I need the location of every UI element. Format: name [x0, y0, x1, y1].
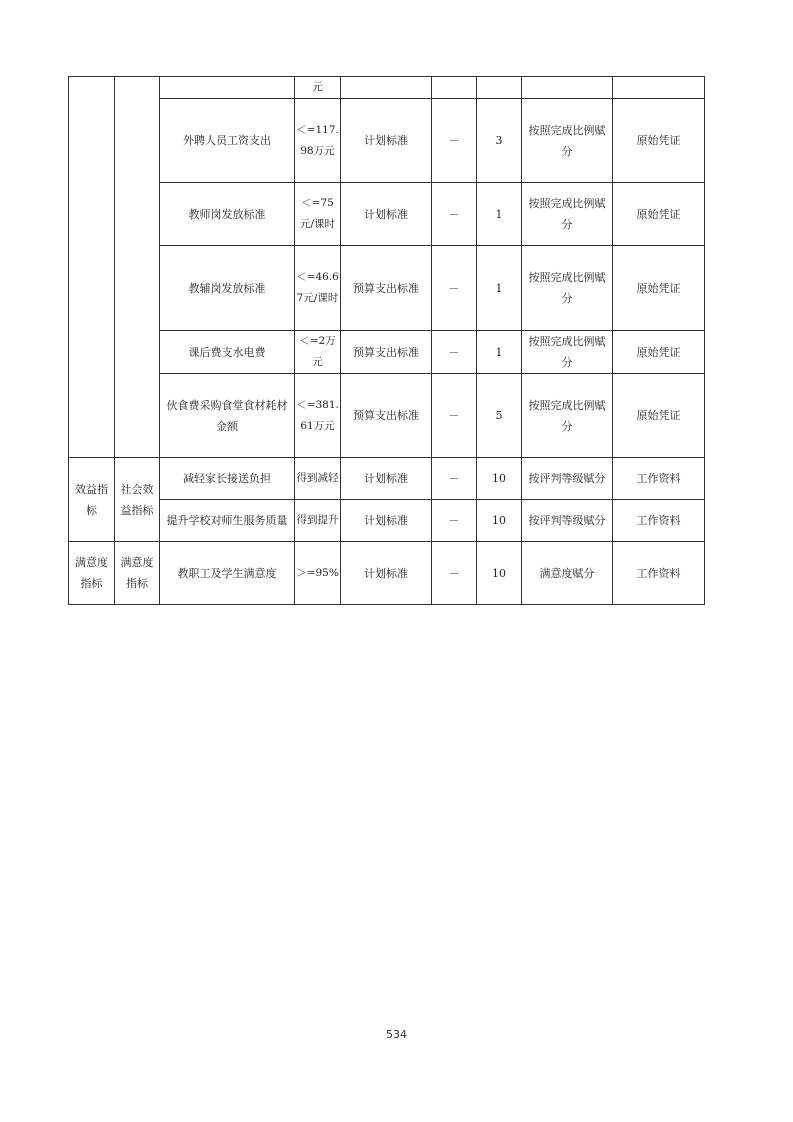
value-cell: ＜=46.67元/课时	[295, 246, 341, 331]
satisfaction-indicator-cell: 满意度指标	[69, 542, 115, 605]
page-number: 534	[386, 1028, 407, 1041]
weight-cell: 1	[477, 183, 522, 246]
basis-cell	[341, 77, 432, 99]
benefit-indicator-cell: 效益指标	[69, 458, 115, 542]
indicator-cell: 课后费支水电费	[160, 331, 295, 374]
value-cell: ＜=381.61万元	[295, 374, 341, 458]
source-cell: 原始凭证	[613, 331, 705, 374]
source-cell	[613, 77, 705, 99]
level2-empty-cell	[115, 77, 160, 458]
weight-cell: 3	[477, 99, 522, 183]
method-cell: 按照完成比例赋分	[522, 331, 613, 374]
indicator-cell: 提升学校对师生服务质量	[160, 500, 295, 542]
indicator-cell: 教职工及学生满意度	[160, 542, 295, 605]
table-row	[69, 99, 705, 183]
value-cell: ＜=2万元	[295, 331, 341, 374]
basis-cell: 计划标准	[341, 183, 432, 246]
direction-cell: －	[432, 331, 477, 374]
source-cell: 工作资料	[613, 500, 705, 542]
indicator-cell: 减轻家长接送负担	[160, 458, 295, 500]
method-cell: 满意度赋分	[522, 542, 613, 605]
value-cell: ＜=75元/课时	[295, 183, 341, 246]
basis-cell: 计划标准	[341, 542, 432, 605]
indicator-cell: 伙食费采购食堂食材耗材金额	[160, 374, 295, 458]
source-cell: 原始凭证	[613, 246, 705, 331]
table-row	[69, 331, 705, 374]
weight-cell: 5	[477, 374, 522, 458]
weight-cell: 1	[477, 331, 522, 374]
social-benefit-indicator-cell: 社会效益指标	[115, 458, 160, 542]
weight-cell: 10	[477, 542, 522, 605]
value-cell: ＜=117.98万元	[295, 99, 341, 183]
source-cell: 原始凭证	[613, 99, 705, 183]
table-row	[69, 183, 705, 246]
method-cell: 按照完成比例赋分	[522, 99, 613, 183]
method-cell	[522, 77, 613, 99]
weight-cell: 10	[477, 500, 522, 542]
method-cell: 按评判等级赋分	[522, 458, 613, 500]
direction-cell: －	[432, 500, 477, 542]
direction-cell: －	[432, 374, 477, 458]
basis-cell: 预算支出标准	[341, 246, 432, 331]
basis-cell: 计划标准	[341, 500, 432, 542]
table-row	[69, 542, 705, 605]
direction-cell: －	[432, 99, 477, 183]
weight-cell: 1	[477, 246, 522, 331]
value-cell: 得到提升	[295, 500, 341, 542]
source-cell: 工作资料	[613, 458, 705, 500]
weight-cell	[477, 77, 522, 99]
source-cell: 原始凭证	[613, 374, 705, 458]
table-row	[69, 77, 705, 99]
direction-cell: －	[432, 246, 477, 331]
direction-cell: －	[432, 183, 477, 246]
source-cell: 原始凭证	[613, 183, 705, 246]
direction-cell: －	[432, 458, 477, 500]
table-row	[69, 374, 705, 458]
value-cell: 得到减轻	[295, 458, 341, 500]
weight-cell: 10	[477, 458, 522, 500]
basis-cell: 预算支出标准	[341, 331, 432, 374]
satisfaction-sub-indicator-cell: 满意度指标	[115, 542, 160, 605]
source-cell: 工作资料	[613, 542, 705, 605]
table-row	[69, 246, 705, 331]
direction-cell	[432, 77, 477, 99]
direction-cell: －	[432, 542, 477, 605]
basis-cell: 计划标准	[341, 99, 432, 183]
method-cell: 按照完成比例赋分	[522, 246, 613, 331]
indicator-cell: 外聘人员工资支出	[160, 99, 295, 183]
table-row	[69, 458, 705, 500]
indicator-cell: 教师岗发放标准	[160, 183, 295, 246]
method-cell: 按评判等级赋分	[522, 500, 613, 542]
method-cell: 按照完成比例赋分	[522, 183, 613, 246]
indicator-cell: 教辅岗发放标准	[160, 246, 295, 331]
performance-indicator-table	[68, 76, 705, 605]
method-cell: 按照完成比例赋分	[522, 374, 613, 458]
level1-empty-cell	[69, 77, 115, 458]
value-cell: ＞=95%	[295, 542, 341, 605]
value-cell: 元	[295, 77, 341, 99]
basis-cell: 计划标准	[341, 458, 432, 500]
table-row	[69, 500, 705, 542]
basis-cell: 预算支出标准	[341, 374, 432, 458]
indicator-cell	[160, 77, 295, 99]
